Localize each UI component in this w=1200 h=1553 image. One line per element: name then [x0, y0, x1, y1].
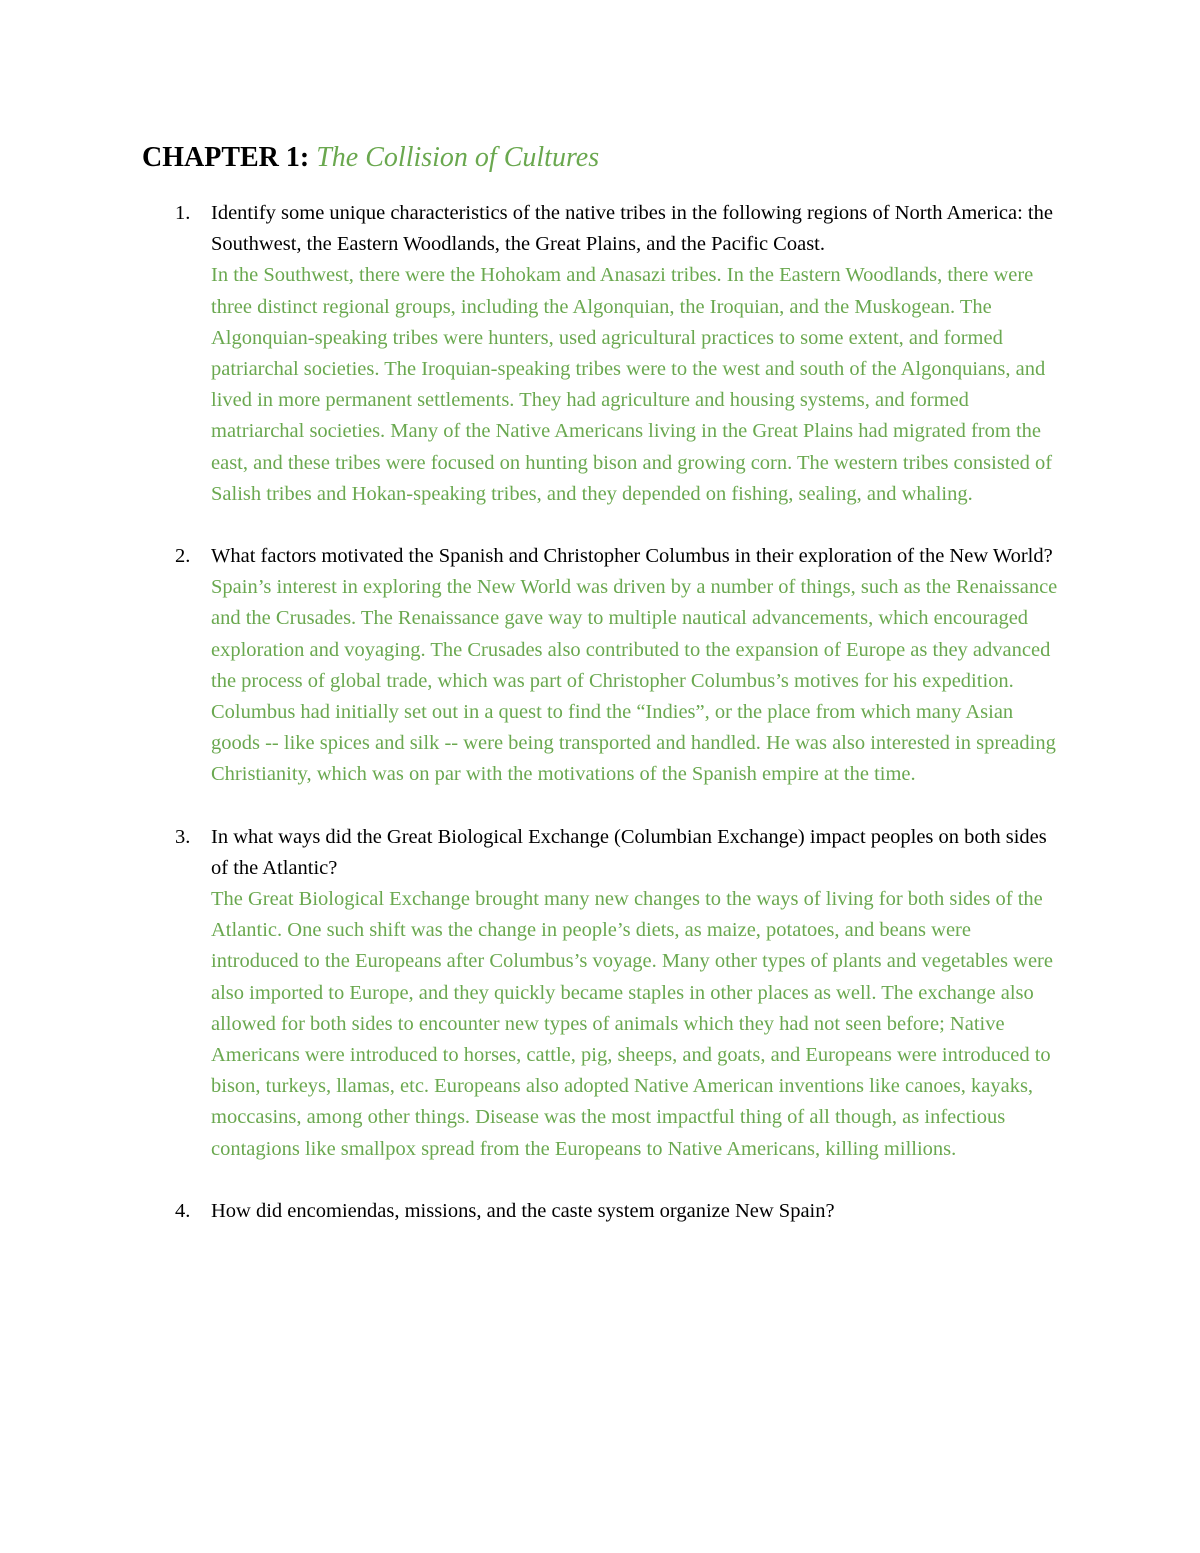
answer-text: In the Southwest, there were the Hohokam and Anasazi tribes. In the Eastern Woodlands, there were three distinct regional groups, including the Algonquian, the Iroquian, and the Muskogean. The Algonquian-speaking tribes were hunters, used agricultural practices to some extent, and formed patriarchal societies. The Iroquian-speaking tribes were to the west and south of the Algonquians, and lived in more permanent settlements. They had agriculture and housing systems, and formed matriarchal societies. Many of the Native Americans living in the Great Plains had migrated from the east, and these tribes were focused on hunting bison and growing corn. The western tribes consisted of Salish tribes and Hokan-speaking tribes, and they depended on fishing, sealing, and whaling.	[211, 264, 1053, 505]
question-number: 1.	[175, 202, 191, 224]
question-item-3	[0, 822, 1059, 1165]
chapter-subtitle: The Collision of Cultures	[316, 142, 600, 173]
question-number: 4.	[175, 1199, 191, 1222]
question-list	[0, 198, 1200, 1258]
question-text: How did encomiendas, missions, and the caste system organize New Spain?	[211, 1199, 835, 1222]
answer-text: Spain’s interest in exploring the New World was driven by a number of things, such as the Renaissance and the Crusades. The Renaissance gave way to multiple nautical advancements, which encouraged exploration and voyaging. The Crusades also contributed to the expansion of Europe as they advanced the process of global trade, which was part of Christopher Columbus’s motives for his expedition. Columbus had initially set out in a quest to find the “Indies”, or the place from which many Asian goods -- like spices and silk -- were being transported and handled. He was also interested in spreading Christianity, which was on par with the motivations of the Spanish empire at the time.	[211, 576, 1058, 786]
question-item-1	[0, 198, 1059, 510]
question-item-4	[0, 1196, 1059, 1227]
question-text: What factors motivated the Spanish and Christopher Columbus in their exploration of the New World?	[211, 545, 1053, 568]
question-number: 3.	[175, 825, 191, 848]
answer-text: The Great Biological Exchange brought many new changes to the ways of living for both sides of the Atlantic. One such shift was the change in people’s diets, as maize, potatoes, and beans were introduced to the Europeans after Columbus’s voyage. Many other types of plants and vegetables were also imported to Europe, and they quickly became staples in other places as well. The exchange also allowed for both sides to encounter new types of animals which they had not seen before; Native Americans were introduced to horses, cattle, pig, sheeps, and goats, and Europeans were introduced to bison, turkeys, llamas, etc. Europeans also adopted Native American inventions like canoes, kayaks, moccasins, among other things. Disease was the most impactful thing of all though, as infectious contagions like smallpox spread from the Europeans to Native Americans, killing millions.	[211, 888, 1053, 1160]
question-number: 2.	[175, 545, 191, 568]
question-text: In what ways did the Great Biological Exchange (Columbian Exchange) impact peoples on both sides of the Atlantic?	[211, 825, 1047, 879]
chapter-title	[142, 138, 599, 178]
question-item-2	[0, 541, 1059, 791]
question-text: Identify some unique characteristics of the native tribes in the following regions of North America: the Southwest, the Eastern Woodlands, the Great Plains, and the Pacific Coast.	[211, 202, 1053, 256]
chapter-label: CHAPTER 1:	[142, 142, 310, 173]
